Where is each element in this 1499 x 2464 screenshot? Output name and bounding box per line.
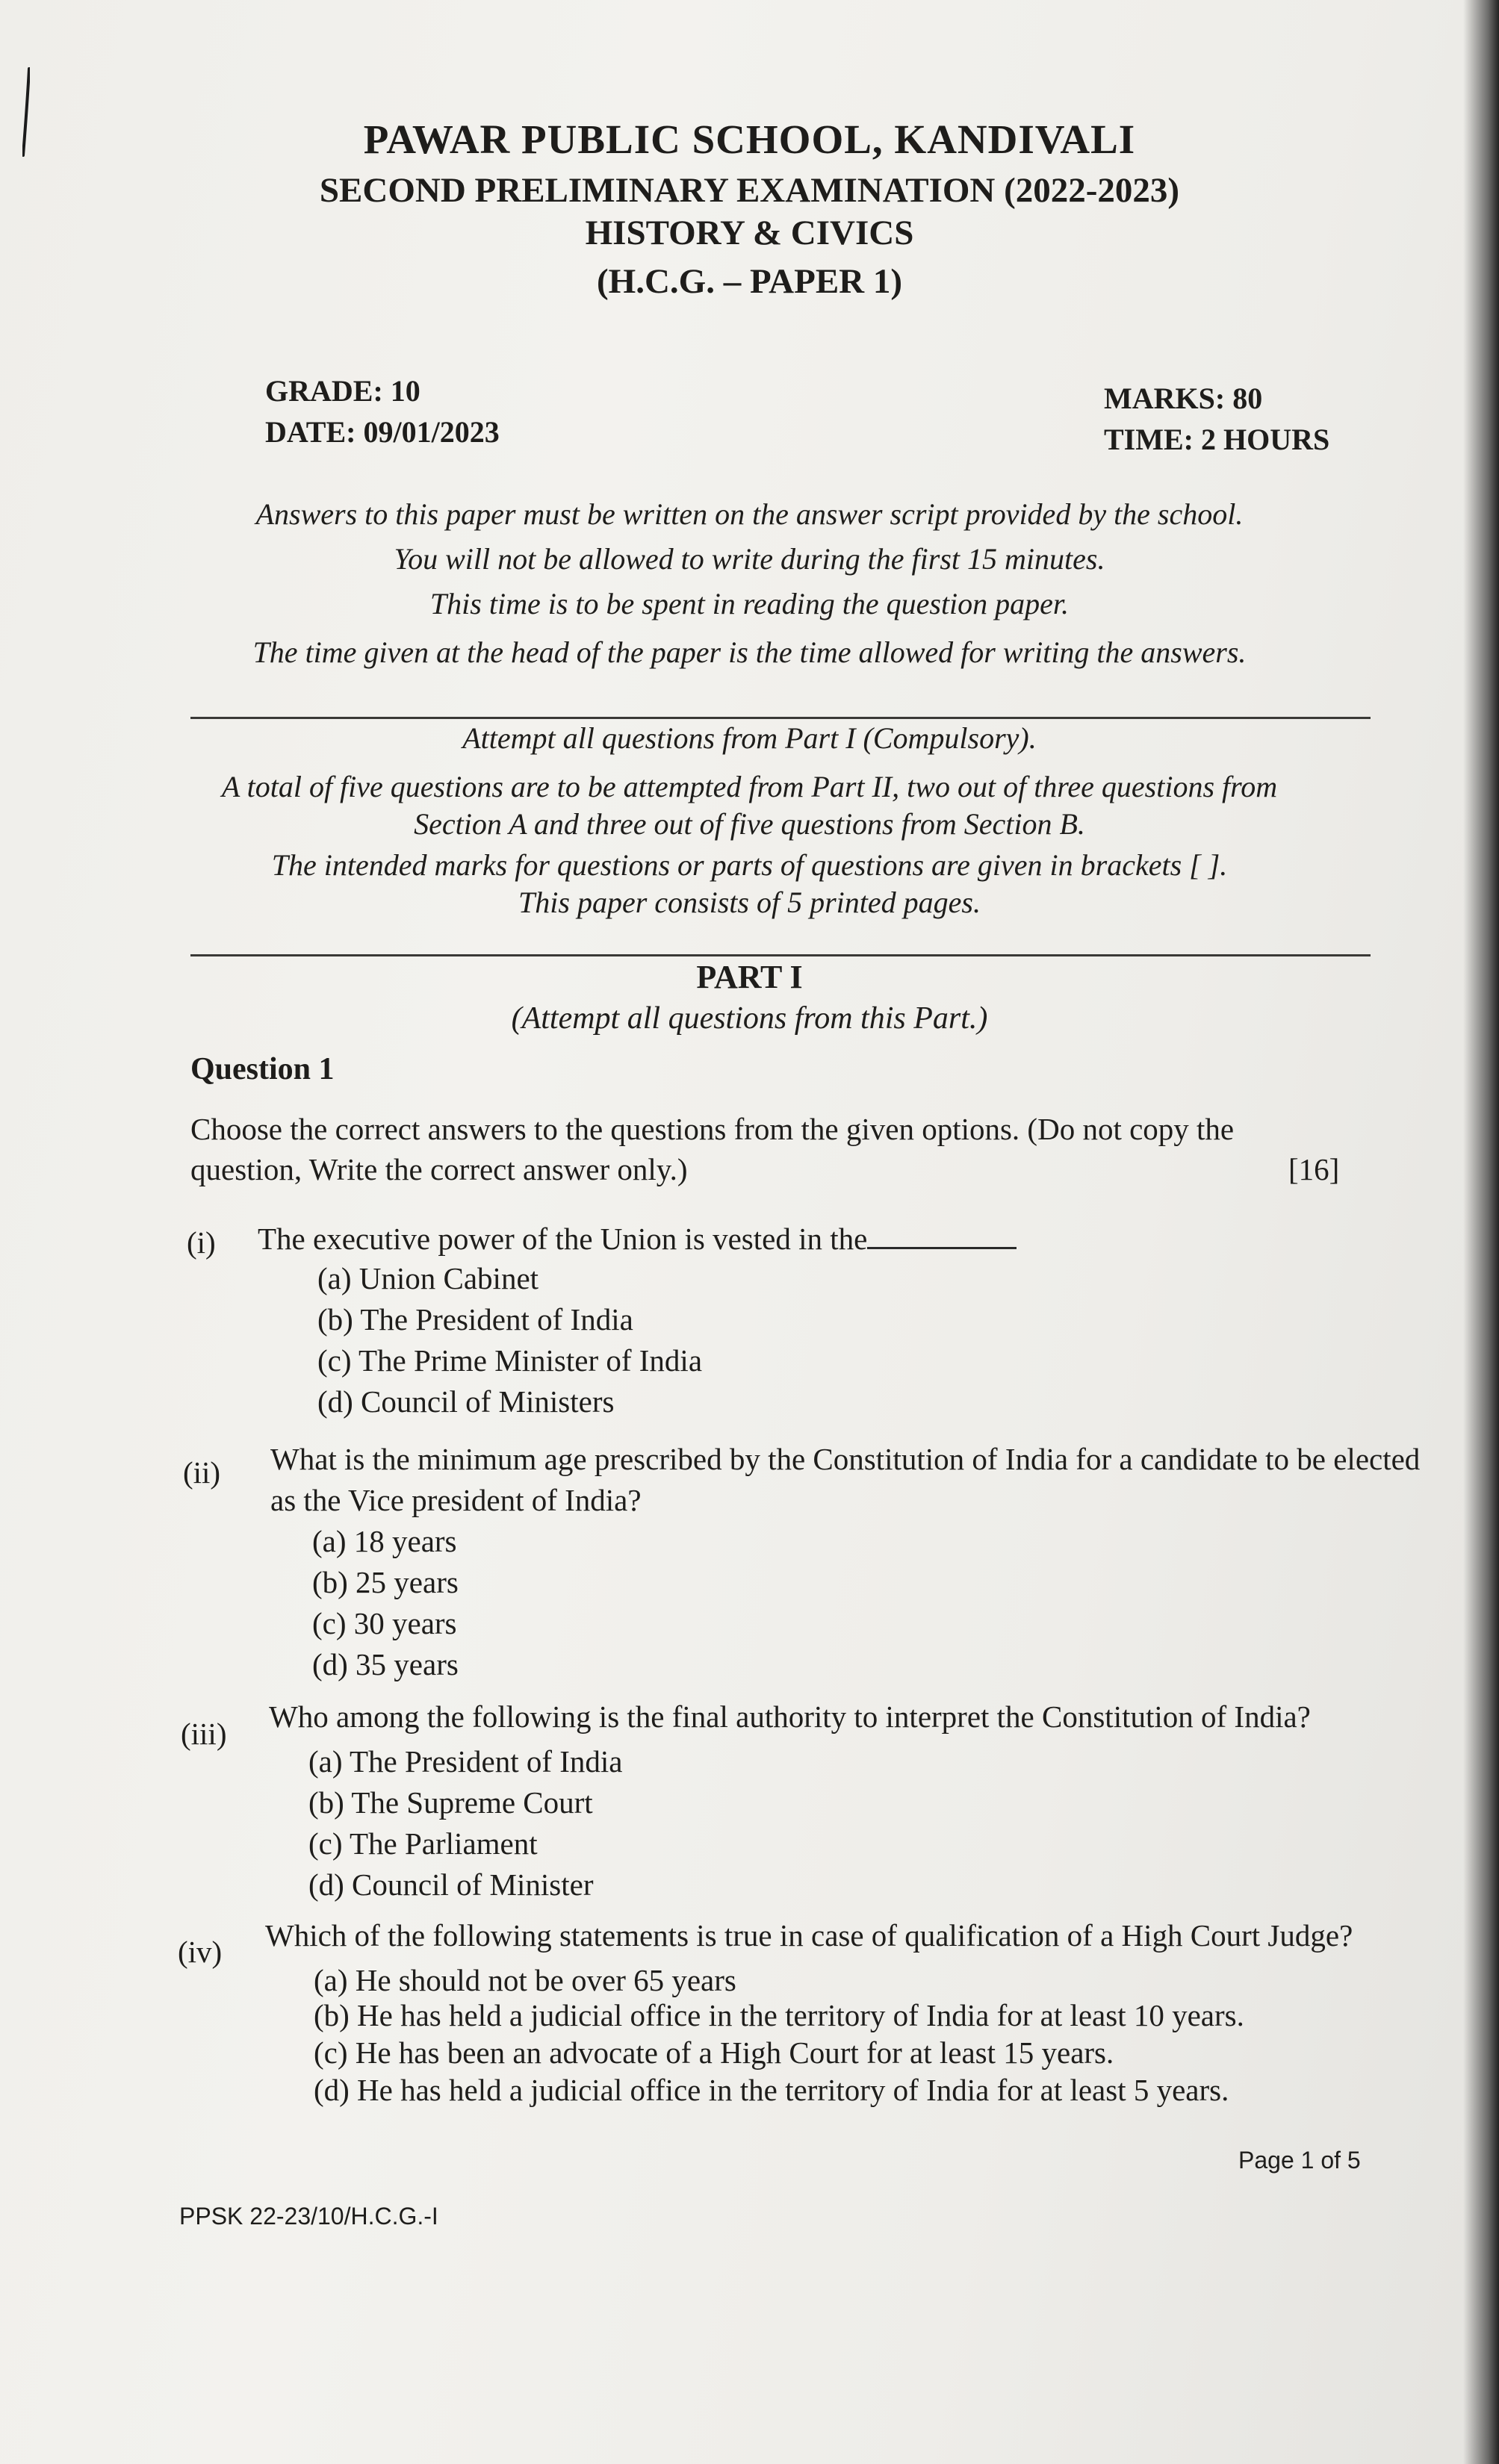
option: (a) 18 years (312, 1524, 457, 1558)
option: (a) The President of India (308, 1744, 623, 1779)
question-label: Question 1 (190, 1052, 335, 1086)
item-stem: Which of the following statements is true in case of qualification of a High Court Judge? (265, 1918, 1353, 1953)
date-label: DATE: 09/01/2023 (265, 415, 500, 449)
instruction-line: The time given at the head of the paper is the time allowed for writing the answers. (252, 635, 1247, 669)
item-stem: What is the minimum age prescribed by the Constitution of India for a candidate to be elected (270, 1442, 1421, 1476)
option: (d) Council of Minister (308, 1867, 594, 1902)
page-edge-shadow (1463, 0, 1499, 2464)
attempt-line: The intended marks for questions or parts of questions are given in brackets [ ]. (271, 848, 1228, 882)
part-subtitle-text: (Attempt all questions from this Part.) (511, 1001, 988, 1036)
divider (190, 717, 1371, 719)
paper-code: PPSK 22-23/10/H.C.G.-I (179, 2203, 438, 2230)
item-stem-text: The executive power of the Union is vested in the (258, 1222, 868, 1256)
option: (d) Council of Ministers (317, 1384, 615, 1419)
question-intro: question, Write the correct answer only.) (190, 1152, 688, 1186)
answer-blank (867, 1225, 1017, 1249)
option: (d) He has held a judicial office in the territory of India for at least 5 years. (314, 2073, 1229, 2107)
marks-label: MARKS: 80 (1104, 382, 1263, 415)
attempt-line: This paper consists of 5 printed pages. (518, 886, 981, 919)
option: (a) Union Cabinet (317, 1261, 539, 1295)
option: (c) 30 years (312, 1606, 457, 1640)
instruction-line: You will not be allowed to write during the first 15 minutes. (394, 542, 1105, 576)
item-number: (ii) (183, 1455, 221, 1490)
item-stem (258, 1221, 1017, 1257)
option: (c) The Parliament (308, 1826, 538, 1861)
item-stem: as the Vice president of India? (270, 1483, 642, 1517)
paper-title: (H.C.G. – PAPER 1) (596, 262, 903, 301)
question-marks: [16] (1288, 1152, 1340, 1186)
time-label: TIME: 2 HOURS (1104, 423, 1330, 456)
option: (c) He has been an advocate of a High Court for at least 15 years. (314, 2035, 1114, 2070)
option: (c) The Prime Minister of India (317, 1343, 703, 1378)
option: (a) He should not be over 65 years (314, 1963, 736, 1997)
instruction-line: This time is to be spent in reading the question paper. (429, 587, 1070, 620)
option: (b) The President of India (317, 1302, 633, 1337)
option: (b) 25 years (312, 1565, 459, 1599)
option: (b) The Supreme Court (308, 1785, 593, 1820)
grade-label: GRADE: 10 (265, 374, 420, 408)
part-subtitle (0, 1001, 1499, 1036)
exam-title: SECOND PRELIMINARY EXAMINATION (2022-2023) (319, 171, 1180, 210)
item-stem: Who among the following is the final authority to interpret the Constitution of India? (269, 1699, 1311, 1734)
school-name: PAWAR PUBLIC SCHOOL, KANDIVALI (363, 116, 1136, 162)
item-number: (i) (187, 1225, 216, 1260)
attempt-line: Attempt all questions from Part I (Compulsory). (462, 721, 1037, 755)
part-title: PART I (696, 959, 803, 995)
question-intro: Choose the correct answers to the questions from the given options. (Do not copy the (190, 1112, 1235, 1146)
attempt-line: Section A and three out of five questions from Section B. (414, 807, 1085, 841)
attempt-line: A total of five questions are to be attempted from Part II, two out of three questions from (221, 770, 1278, 803)
instruction-line: Answers to this paper must be written on the answer script provided by the school. (255, 497, 1244, 531)
divider (190, 954, 1371, 956)
option: (d) 35 years (312, 1647, 459, 1681)
item-number: (iv) (178, 1935, 223, 1969)
page-number: Page 1 of 5 (1238, 2147, 1361, 2174)
item-number: (iii) (181, 1717, 227, 1751)
subject-title: HISTORY & CIVICS (585, 214, 914, 252)
option: (b) He has held a judicial office in the territory of India for at least 10 years. (314, 1998, 1244, 2032)
